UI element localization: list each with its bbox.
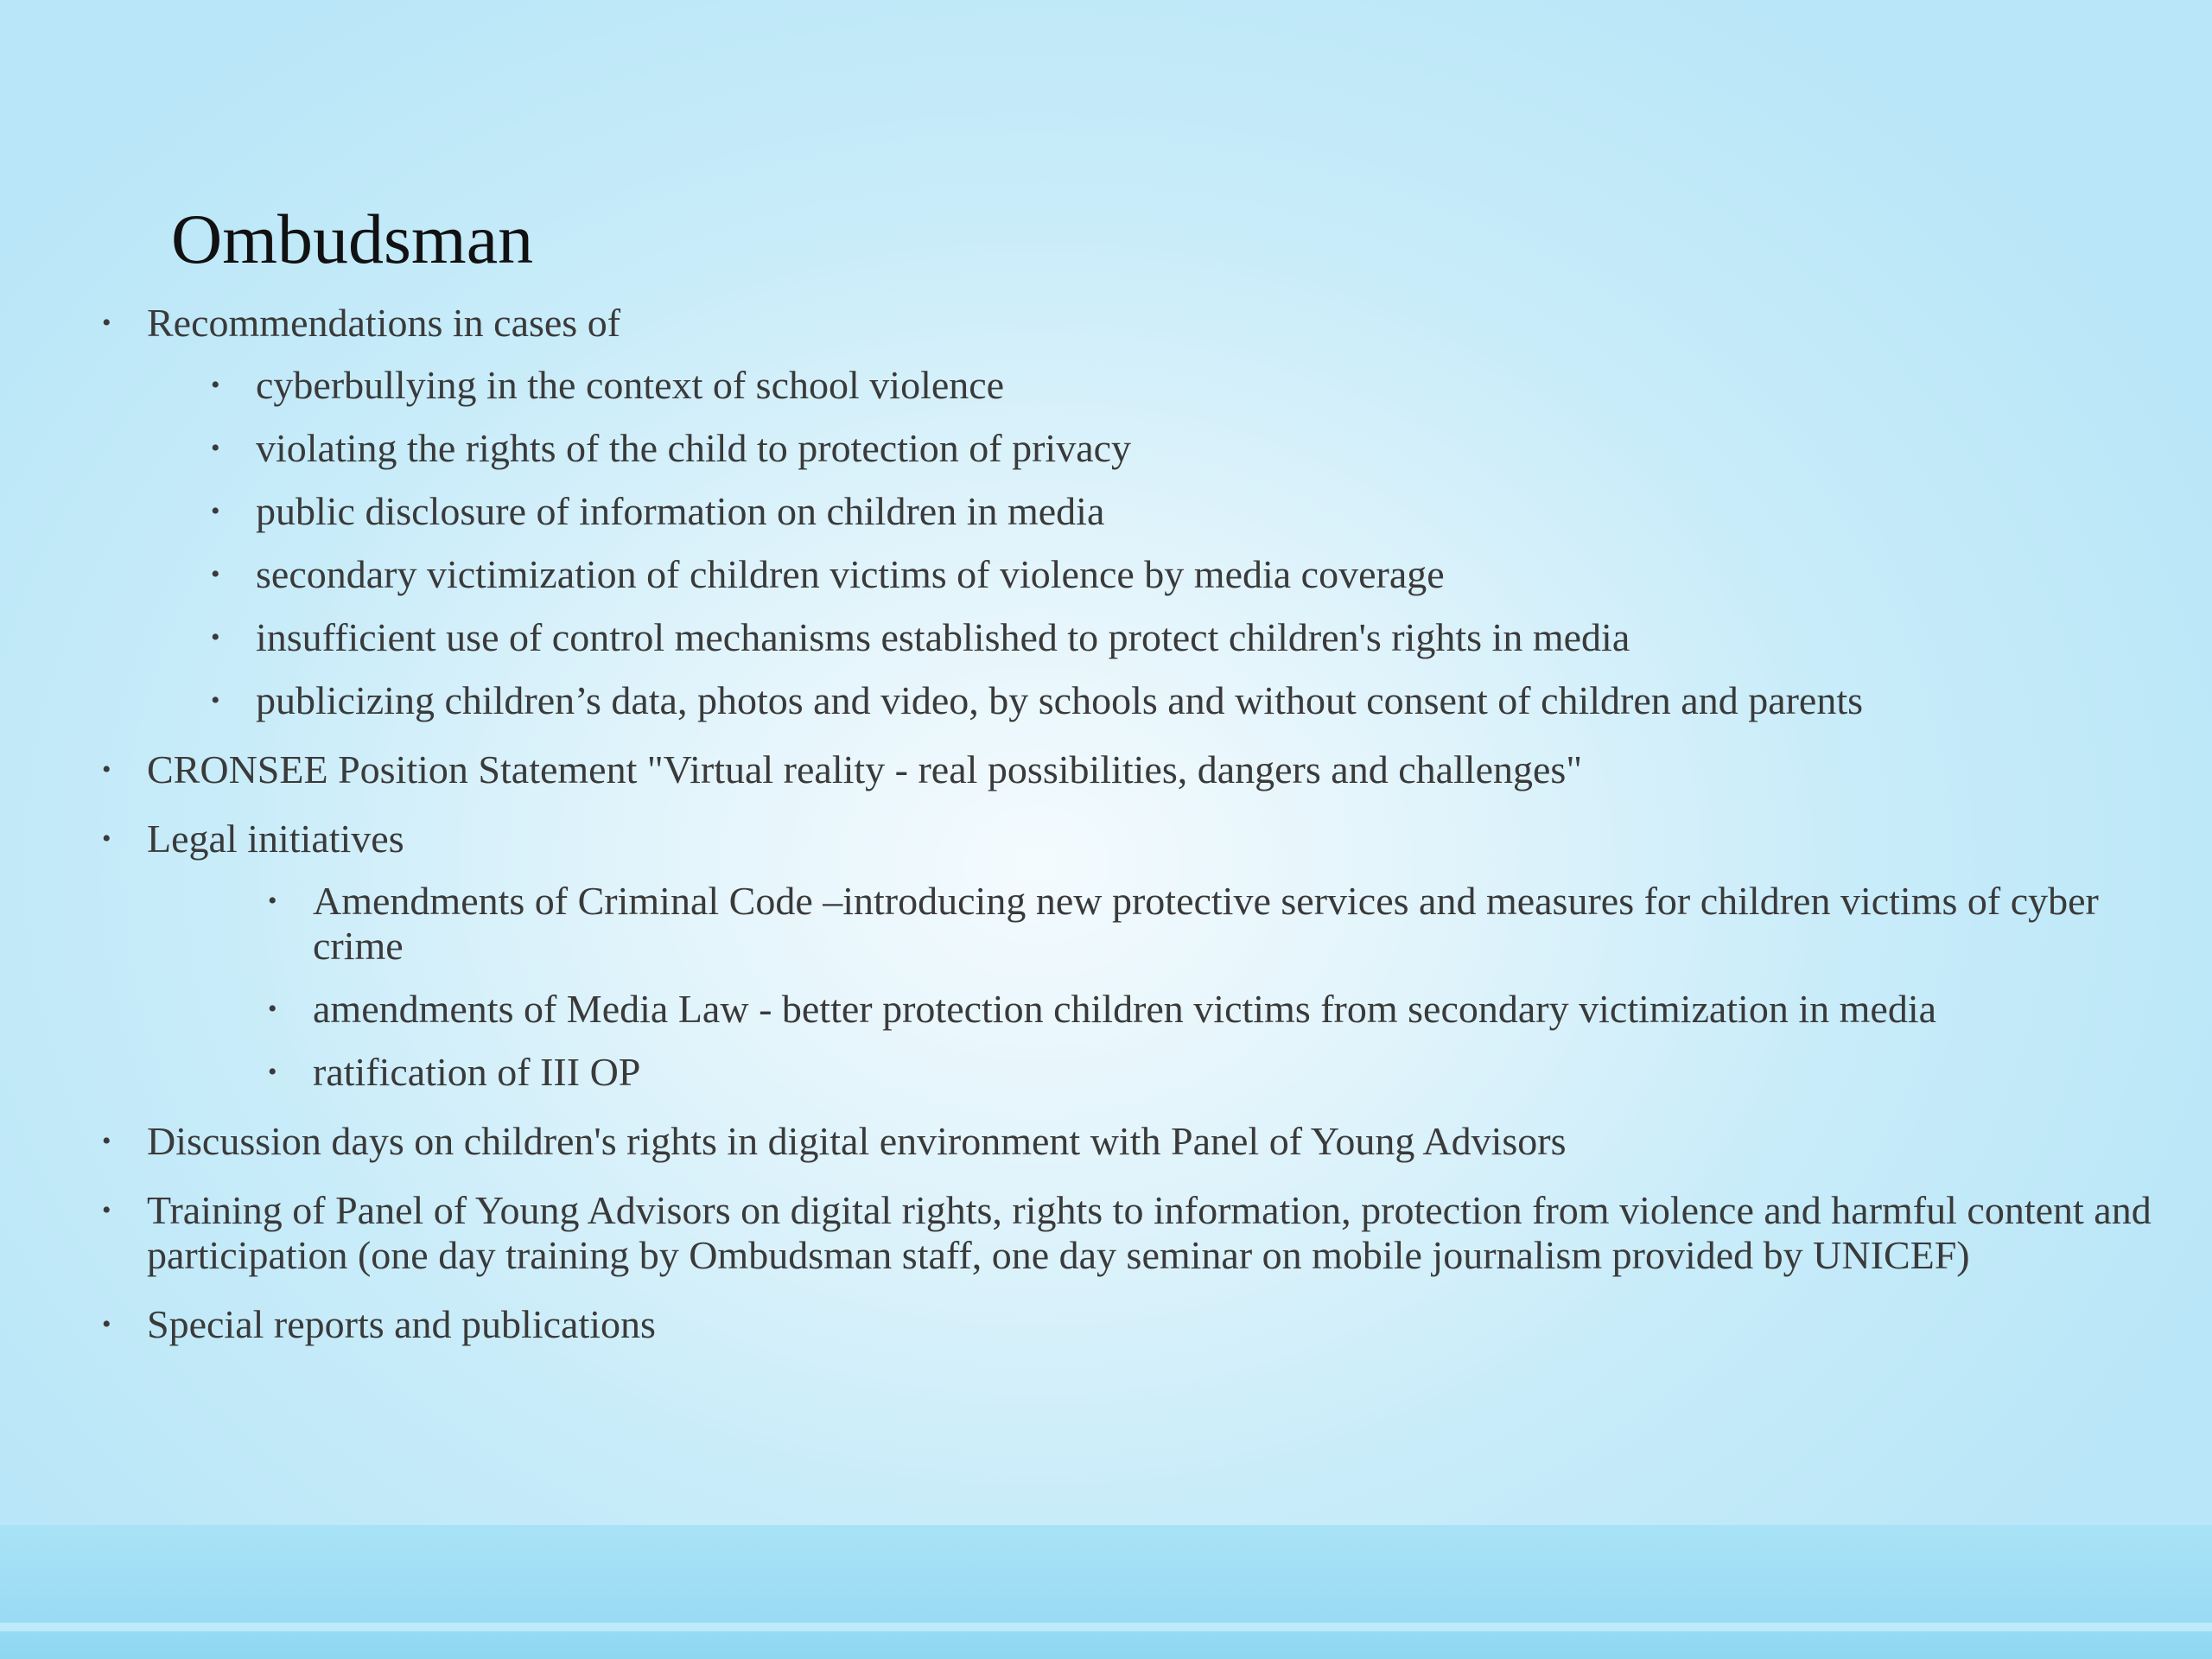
- sub-bullet-item: [261, 987, 2169, 1032]
- bullet-text: Special reports and publications: [147, 1302, 656, 1346]
- bullet-text: Recommendations in cases of: [147, 301, 621, 345]
- sub-bullet-text: public disclosure of information on children in media: [256, 489, 1105, 533]
- bullet-dot-icon: •: [211, 623, 220, 652]
- sub-bullet-item: [204, 615, 2169, 660]
- sub-bullet-list: [147, 879, 2169, 1095]
- slide-title: Ombudsman: [171, 200, 534, 278]
- bullet-dot-icon: •: [102, 824, 111, 853]
- bullet-dot-icon: •: [102, 755, 111, 784]
- bullet-dot-icon: •: [268, 1058, 277, 1086]
- footer-divider: [0, 1623, 2212, 1631]
- bullet-dot-icon: •: [268, 995, 277, 1023]
- bullet-list: [95, 301, 2169, 1347]
- sub-bullet-text: Amendments of Criminal Code –introducing new protective services and measures for children victims of cyber crime: [313, 879, 2099, 968]
- bullet-dot-icon: •: [102, 1127, 111, 1155]
- sub-bullet-text: violating the rights of the child to protection of privacy: [256, 426, 1132, 470]
- bullet-item: [95, 1188, 2169, 1278]
- sub-bullet-item: [261, 1050, 2169, 1095]
- bullet-item: [95, 301, 2169, 723]
- sub-bullet-item: [261, 879, 2169, 969]
- bullet-dot-icon: •: [102, 1196, 111, 1224]
- bullet-dot-icon: •: [211, 560, 220, 588]
- footer-band: [0, 1525, 2212, 1659]
- sub-bullet-text: publicizing children’s data, photos and video, by schools and without consent of children and parents: [256, 678, 1864, 722]
- bullet-text: Legal initiatives: [147, 817, 404, 861]
- sub-bullet-text: cyberbullying in the context of school violence: [256, 363, 1005, 407]
- sub-bullet-text: insufficient use of control mechanisms established to protect children's rights in media: [256, 615, 1630, 659]
- sub-bullet-item: [204, 678, 2169, 723]
- bullet-dot-icon: •: [211, 434, 220, 462]
- sub-bullet-item: [204, 363, 2169, 408]
- bullet-text: Discussion days on children's rights in digital environment with Panel of Young Advisors: [147, 1119, 1567, 1163]
- bullet-dot-icon: •: [211, 371, 220, 399]
- bullet-item: [95, 817, 2169, 1095]
- sub-bullet-text: secondary victimization of children victims of violence by media coverage: [256, 552, 1445, 596]
- bullet-dot-icon: •: [211, 497, 220, 525]
- bullet-dot-icon: •: [211, 686, 220, 715]
- sub-bullet-item: [204, 426, 2169, 471]
- sub-bullet-text: ratification of III OP: [313, 1050, 641, 1094]
- bullet-dot-icon: •: [268, 887, 277, 915]
- bullet-item: [95, 747, 2169, 792]
- bullet-text: Training of Panel of Young Advisors on digital rights, rights to information, protection from violence and harmful content and participation (one day training by Ombudsman staff, one day seminar on mobile journalism provided by UNICEF): [147, 1188, 2152, 1277]
- sub-bullet-item: [204, 489, 2169, 534]
- bullet-item: [95, 1119, 2169, 1164]
- bullet-dot-icon: •: [102, 1310, 111, 1338]
- bullet-text: CRONSEE Position Statement "Virtual reality - real possibilities, dangers and challenges": [147, 747, 1583, 791]
- slide-content: [95, 301, 2169, 1371]
- sub-bullet-list: [147, 363, 2169, 723]
- bullet-item: [95, 1302, 2169, 1347]
- bullet-dot-icon: •: [102, 308, 111, 337]
- sub-bullet-item: [204, 552, 2169, 597]
- sub-bullet-text: amendments of Media Law - better protection children victims from secondary victimization in media: [313, 987, 1937, 1031]
